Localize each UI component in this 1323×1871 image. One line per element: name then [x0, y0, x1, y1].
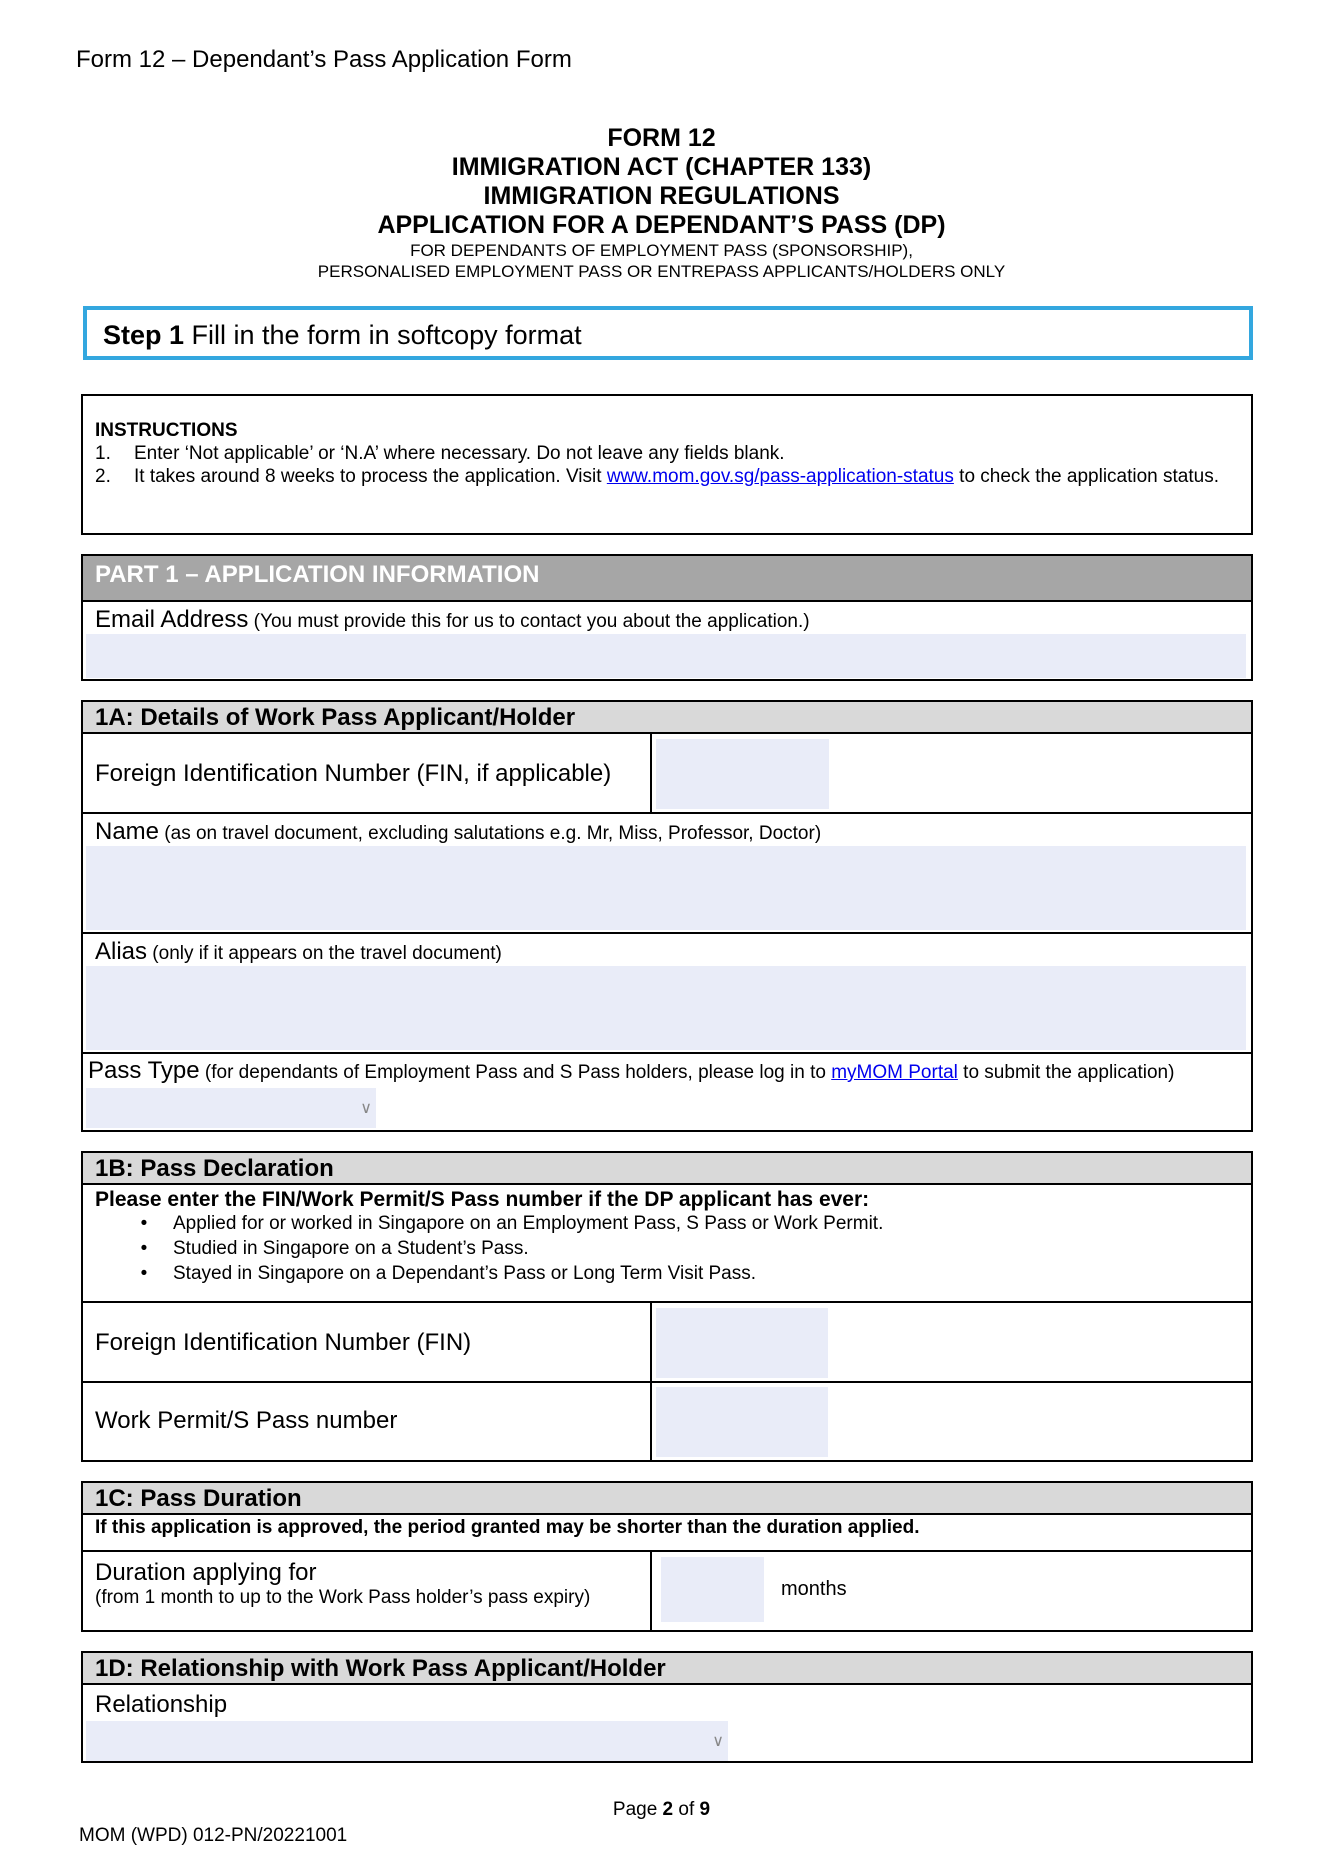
instruction-text-post: to check the application status.	[953, 466, 1219, 487]
bullet-text: Applied for or worked in Singapore on an Employment Pass, S Pass or Work Permit.	[173, 1213, 884, 1234]
pass-type-note-post: to submit the application)	[957, 1062, 1175, 1083]
instruction-text: Enter ‘Not applicable’ or ‘N.A’ where necessary. Do not leave any fields blank.	[134, 443, 785, 464]
pass-type-note	[200, 1062, 1175, 1083]
section-1d	[81, 1651, 1253, 1763]
relationship-label: Relationship	[95, 1691, 228, 1718]
step-label: Step 1	[103, 320, 185, 350]
declaration-fin-label: Foreign Identification Number (FIN)	[95, 1329, 472, 1356]
bullet-text: Studied in Singapore on a Student’s Pass.	[173, 1238, 529, 1259]
chevron-down-icon: ∨	[712, 1733, 724, 1750]
email-label-text: Email Address	[95, 606, 249, 633]
row-divider	[650, 1303, 652, 1381]
fin-row	[83, 734, 1251, 814]
page-number	[0, 1799, 1323, 1821]
work-permit-input[interactable]	[656, 1387, 828, 1457]
step-1-box	[83, 306, 1253, 360]
email-label	[95, 606, 810, 634]
work-permit-row	[83, 1383, 1251, 1460]
instructions-heading: INSTRUCTIONS	[95, 420, 238, 441]
page-current: 2	[662, 1799, 674, 1820]
alias-label-text: Alias	[95, 938, 148, 965]
section-1b-heading: 1B: Pass Declaration	[83, 1153, 1251, 1185]
pass-type-note-pre: (for dependants of Employment Pass and S Pass holders, please log in to	[199, 1062, 832, 1083]
bullet-icon: •	[140, 1263, 148, 1284]
email-note: (You must provide this for us to contact you about the application.)	[248, 611, 810, 632]
bullet-text: Stayed in Singapore on a Dependant’s Pass or Long Term Visit Pass.	[173, 1263, 757, 1284]
instruction-number: 2.	[95, 466, 111, 487]
section-1a	[81, 700, 1253, 1132]
name-input[interactable]	[86, 846, 1246, 930]
email-input[interactable]	[86, 634, 1246, 678]
duration-row	[83, 1552, 1251, 1630]
step-text: Fill in the form in softcopy format	[184, 320, 582, 350]
row-divider	[650, 734, 652, 812]
section-1d-heading: 1D: Relationship with Work Pass Applicant/Holder	[83, 1653, 1251, 1685]
pass-type-label-text: Pass Type	[88, 1057, 200, 1084]
part1-section	[81, 554, 1253, 681]
declaration-intro: Please enter the FIN/Work Permit/S Pass number if the DP applicant has ever:	[95, 1188, 870, 1211]
list-item	[95, 1236, 1239, 1261]
instruction-number: 1.	[95, 443, 111, 464]
page-mid: of	[673, 1799, 700, 1820]
work-permit-label: Work Permit/S Pass number	[95, 1407, 398, 1434]
row-divider	[650, 1552, 652, 1630]
relationship-select[interactable]	[86, 1721, 728, 1761]
fin-input[interactable]	[656, 739, 829, 809]
bullet-icon: •	[140, 1238, 148, 1259]
duration-input[interactable]	[661, 1557, 764, 1622]
title-line-3: IMMIGRATION REGULATIONS	[483, 182, 840, 210]
form-title	[0, 124, 1323, 282]
mymom-portal-link[interactable]: myMOM Portal	[831, 1062, 958, 1083]
duration-unit: months	[781, 1578, 847, 1600]
part1-heading: PART 1 – APPLICATION INFORMATION	[83, 556, 1251, 602]
declaration-fin-row	[83, 1303, 1251, 1383]
declaration-fin-input[interactable]	[656, 1308, 828, 1378]
duration-note: If this application is approved, the period granted may be shorter than the duration applied.	[95, 1517, 920, 1538]
alias-note: (only if it appears on the travel document)	[147, 943, 502, 964]
name-row	[83, 814, 1251, 934]
section-1c-heading: 1C: Pass Duration	[83, 1483, 1251, 1515]
name-label	[95, 818, 821, 846]
instruction-item	[95, 465, 1239, 488]
alias-input[interactable]	[86, 966, 1246, 1050]
duration-label	[95, 1560, 590, 1610]
pass-type-label	[88, 1057, 1174, 1085]
bullet-icon: •	[140, 1213, 148, 1234]
alias-row	[83, 934, 1251, 1054]
declaration-intro-row	[83, 1185, 1251, 1303]
duration-note-row	[83, 1515, 1251, 1552]
page-total: 9	[699, 1799, 711, 1820]
duration-label-text: Duration applying for	[95, 1559, 317, 1586]
title-line-1: FORM 12	[607, 124, 716, 152]
section-1c	[81, 1481, 1253, 1632]
instruction-item	[95, 442, 1239, 465]
page-pre: Page	[612, 1799, 663, 1820]
instruction-text	[134, 465, 1219, 488]
name-note: (as on travel document, excluding salutations e.g. Mr, Miss, Professor, Doctor)	[159, 823, 822, 844]
form-code: MOM (WPD) 012-PN/20221001	[79, 1825, 348, 1846]
name-label-text: Name	[95, 818, 160, 845]
pass-type-select[interactable]	[86, 1088, 376, 1128]
title-sub-1: FOR DEPENDANTS OF EMPLOYMENT PASS (SPONSORSHIP),	[410, 241, 913, 260]
instruction-text-pre: It takes around 8 weeks to process the application. Visit	[134, 466, 607, 487]
pass-status-link[interactable]: www.mom.gov.sg/pass-application-status	[606, 466, 954, 487]
title-sub-2: PERSONALISED EMPLOYMENT PASS OR ENTREPASS APPLICANTS/HOLDERS ONLY	[317, 262, 1006, 281]
pass-type-row	[83, 1054, 1251, 1132]
list-item	[95, 1261, 1239, 1286]
section-1a-heading: 1A: Details of Work Pass Applicant/Holder	[83, 702, 1251, 734]
list-item	[95, 1211, 1239, 1236]
duration-sub: (from 1 month to up to the Work Pass holder’s pass expiry)	[95, 1587, 591, 1608]
fin-label: Foreign Identification Number (FIN, if applicable)	[95, 760, 612, 787]
section-1b	[81, 1151, 1253, 1462]
row-divider	[650, 1383, 652, 1460]
instructions-box	[81, 394, 1253, 535]
title-line-4: APPLICATION FOR A DEPENDANT’S PASS (DP)	[377, 211, 946, 239]
title-line-2: IMMIGRATION ACT (CHAPTER 133)	[451, 153, 872, 181]
chevron-down-icon: ∨	[360, 1100, 372, 1117]
alias-label	[95, 938, 502, 966]
page-header: Form 12 – Dependant’s Pass Application Form	[76, 46, 572, 73]
